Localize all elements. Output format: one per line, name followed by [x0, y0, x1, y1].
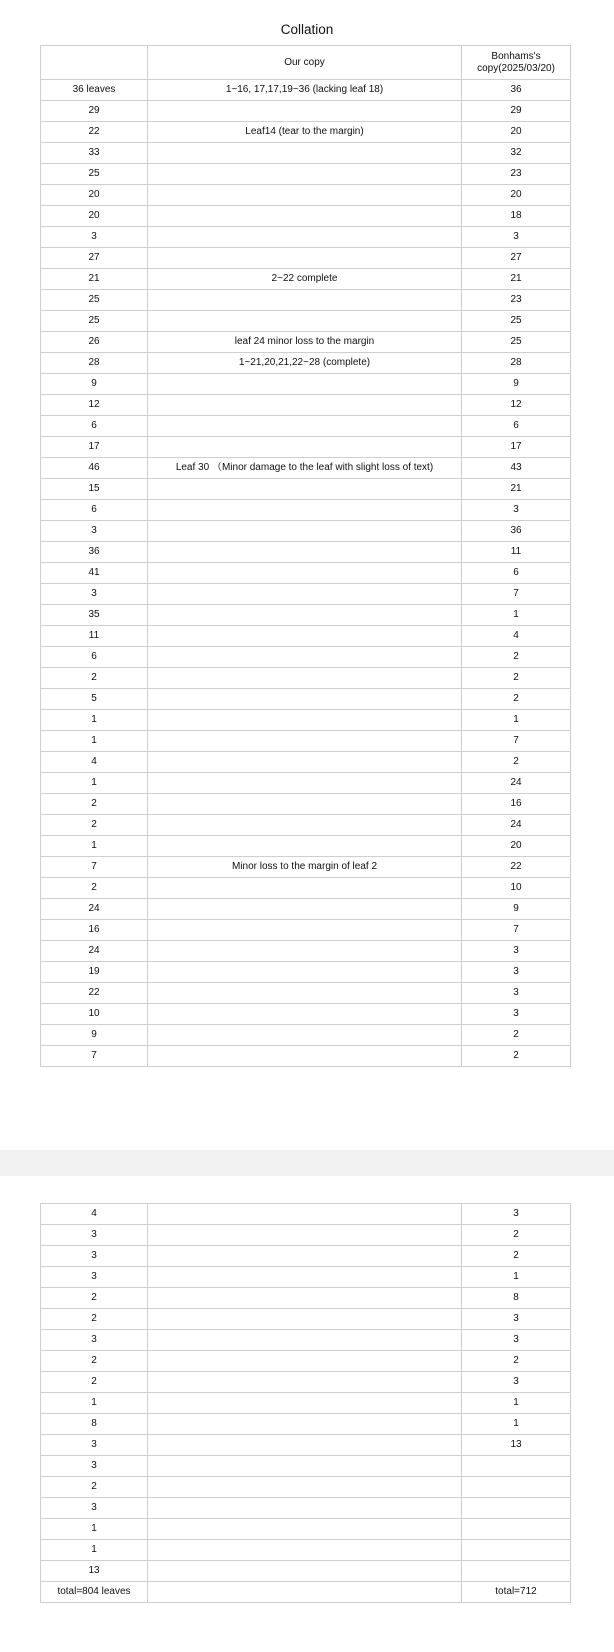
table-row	[41, 689, 571, 710]
header-cell-leaves	[41, 46, 148, 80]
cell-bonhams-count: 22	[462, 857, 571, 878]
cell-our-notes: Minor loss to the margin of leaf 2	[148, 857, 462, 878]
cell-our-notes	[148, 626, 462, 647]
cell-our-count: 2	[41, 1351, 148, 1372]
table-row	[41, 353, 571, 374]
table-row	[41, 857, 571, 878]
cell-our-count: 2	[41, 815, 148, 836]
table-row	[41, 605, 571, 626]
table-row	[41, 794, 571, 815]
cell-our-count: 9	[41, 374, 148, 395]
cell-bonhams-count: 25	[462, 311, 571, 332]
table-row	[41, 437, 571, 458]
cell-our-notes	[148, 815, 462, 836]
collation-table-continued	[40, 1203, 571, 1603]
table-row	[41, 80, 571, 101]
cell-our-count: 2	[41, 1372, 148, 1393]
cell-our-notes	[148, 521, 462, 542]
cell-bonhams-count: 3	[462, 500, 571, 521]
cell-bonhams-count: 3	[462, 941, 571, 962]
cell-our-notes	[148, 1393, 462, 1414]
table-row	[41, 290, 571, 311]
table-row	[41, 458, 571, 479]
cell-our-notes	[148, 668, 462, 689]
cell-bonhams-count: 3	[462, 962, 571, 983]
cell-our-notes	[148, 794, 462, 815]
cell-our-count: 16	[41, 920, 148, 941]
cell-our-count: 11	[41, 626, 148, 647]
cell-bonhams-count	[462, 1477, 571, 1498]
cell-our-notes	[148, 1435, 462, 1456]
cell-bonhams-count: 24	[462, 815, 571, 836]
cell-our-notes	[148, 1288, 462, 1309]
cell-bonhams-count: 13	[462, 1435, 571, 1456]
cell-our-count: 7	[41, 1046, 148, 1067]
cell-bonhams-count: 1	[462, 605, 571, 626]
cell-our-count: 2	[41, 1477, 148, 1498]
table-row	[41, 1582, 571, 1603]
table-row	[41, 542, 571, 563]
table-row	[41, 416, 571, 437]
table-row	[41, 1288, 571, 1309]
cell-our-notes	[148, 1246, 462, 1267]
cell-our-notes	[148, 752, 462, 773]
cell-our-notes	[148, 1267, 462, 1288]
table-row	[41, 1456, 571, 1477]
table-row	[41, 500, 571, 521]
cell-bonhams-count: 1	[462, 1393, 571, 1414]
cell-bonhams-count: 24	[462, 773, 571, 794]
cell-our-count: 1	[41, 836, 148, 857]
cell-our-notes	[148, 1046, 462, 1067]
cell-our-notes	[148, 248, 462, 269]
cell-bonhams-count: 2	[462, 1046, 571, 1067]
cell-our-notes	[148, 479, 462, 500]
cell-our-count: 3	[41, 584, 148, 605]
table-row	[41, 164, 571, 185]
cell-our-count: 20	[41, 185, 148, 206]
cell-our-count: 3	[41, 521, 148, 542]
cell-our-count: 1	[41, 1519, 148, 1540]
cell-our-notes	[148, 941, 462, 962]
table-row	[41, 521, 571, 542]
cell-our-notes	[148, 1372, 462, 1393]
cell-our-count: 19	[41, 962, 148, 983]
cell-bonhams-count: 8	[462, 1288, 571, 1309]
cell-our-notes	[148, 983, 462, 1004]
cell-bonhams-count: 7	[462, 920, 571, 941]
cell-bonhams-count: 2	[462, 1351, 571, 1372]
table-row	[41, 1225, 571, 1246]
cell-bonhams-count: 11	[462, 542, 571, 563]
cell-bonhams-count: 2	[462, 668, 571, 689]
table-row	[41, 899, 571, 920]
table-row	[41, 332, 571, 353]
cell-bonhams-count: 9	[462, 899, 571, 920]
cell-bonhams-count	[462, 1561, 571, 1582]
cell-bonhams-count: 3	[462, 1372, 571, 1393]
cell-our-notes	[148, 605, 462, 626]
cell-bonhams-count: 29	[462, 101, 571, 122]
cell-bonhams-count: 20	[462, 185, 571, 206]
cell-our-count: 2	[41, 668, 148, 689]
table-row	[41, 1393, 571, 1414]
cell-bonhams-count: 7	[462, 584, 571, 605]
cell-our-count: 17	[41, 437, 148, 458]
page-title: Collation	[280, 22, 334, 37]
cell-our-count: 3	[41, 1246, 148, 1267]
cell-our-notes	[148, 1456, 462, 1477]
cell-bonhams-count: 4	[462, 626, 571, 647]
cell-our-count: 29	[41, 101, 148, 122]
table-row	[41, 227, 571, 248]
cell-our-notes	[148, 395, 462, 416]
cell-our-notes	[148, 1414, 462, 1435]
cell-our-count: 33	[41, 143, 148, 164]
cell-bonhams-count: 2	[462, 1246, 571, 1267]
cell-bonhams-count	[462, 1498, 571, 1519]
table-row	[41, 983, 571, 1004]
cell-bonhams-count: 2	[462, 689, 571, 710]
cell-our-count: 6	[41, 416, 148, 437]
cell-our-count: 13	[41, 1561, 148, 1582]
cell-bonhams-count	[462, 1540, 571, 1561]
cell-our-notes	[148, 101, 462, 122]
table-row	[41, 836, 571, 857]
cell-our-notes	[148, 584, 462, 605]
cell-bonhams-count: 1	[462, 1414, 571, 1435]
cell-our-notes	[148, 143, 462, 164]
table-row	[41, 941, 571, 962]
cell-our-notes	[148, 1025, 462, 1046]
cell-bonhams-count: 32	[462, 143, 571, 164]
cell-our-count: 2	[41, 794, 148, 815]
cell-bonhams-count: 2	[462, 1025, 571, 1046]
cell-our-notes	[148, 899, 462, 920]
cell-our-notes	[148, 206, 462, 227]
cell-bonhams-count: 2	[462, 647, 571, 668]
cell-bonhams-count: 1	[462, 1267, 571, 1288]
table-row	[41, 752, 571, 773]
cell-our-notes: 1~21,20,21,22~28 (complete)	[148, 353, 462, 374]
cell-bonhams-count: 3	[462, 1330, 571, 1351]
cell-bonhams-count	[462, 1519, 571, 1540]
cell-our-notes	[148, 227, 462, 248]
cell-bonhams-count: 6	[462, 563, 571, 584]
cell-our-notes	[148, 1561, 462, 1582]
table-row	[41, 563, 571, 584]
table-row	[41, 731, 571, 752]
table-row	[41, 479, 571, 500]
cell-our-count: 5	[41, 689, 148, 710]
cell-bonhams-count: 18	[462, 206, 571, 227]
table-row	[41, 1435, 571, 1456]
cell-our-notes	[148, 290, 462, 311]
cell-our-notes	[148, 773, 462, 794]
cell-our-notes	[148, 437, 462, 458]
cell-our-count: 1	[41, 773, 148, 794]
table-row	[41, 1540, 571, 1561]
table-row	[41, 1330, 571, 1351]
cell-our-count: 1	[41, 710, 148, 731]
cell-our-count: 3	[41, 1225, 148, 1246]
cell-our-count: 36 leaves	[41, 80, 148, 101]
cell-bonhams-count: 17	[462, 437, 571, 458]
cell-our-notes	[148, 647, 462, 668]
table-row	[41, 101, 571, 122]
cell-our-count: 27	[41, 248, 148, 269]
table-row	[41, 1414, 571, 1435]
cell-bonhams-count: 27	[462, 248, 571, 269]
table-row	[41, 395, 571, 416]
cell-our-count: 8	[41, 1414, 148, 1435]
cell-our-notes: leaf 24 minor loss to the margin	[148, 332, 462, 353]
cell-our-count: 9	[41, 1025, 148, 1046]
cell-bonhams-count: 10	[462, 878, 571, 899]
cell-our-count: 4	[41, 1204, 148, 1225]
table-row	[41, 143, 571, 164]
table-row	[41, 374, 571, 395]
cell-bonhams-count: 16	[462, 794, 571, 815]
cell-bonhams-count: 1	[462, 710, 571, 731]
cell-bonhams-count: 2	[462, 752, 571, 773]
table-row	[41, 1498, 571, 1519]
cell-our-count: 2	[41, 878, 148, 899]
cell-our-notes	[148, 689, 462, 710]
table-row	[41, 878, 571, 899]
cell-our-count: 6	[41, 647, 148, 668]
cell-bonhams-count: 7	[462, 731, 571, 752]
table-row	[41, 1004, 571, 1025]
cell-our-count: 3	[41, 1435, 148, 1456]
table-row	[41, 626, 571, 647]
cell-our-count: 2	[41, 1288, 148, 1309]
cell-bonhams-count: 3	[462, 227, 571, 248]
cell-bonhams-count: 6	[462, 416, 571, 437]
cell-bonhams-count: 28	[462, 353, 571, 374]
cell-our-count: 3	[41, 1267, 148, 1288]
table-row	[41, 1519, 571, 1540]
cell-bonhams-count: total=712	[462, 1582, 571, 1603]
table-row	[41, 815, 571, 836]
cell-bonhams-count: 43	[462, 458, 571, 479]
cell-our-notes	[148, 542, 462, 563]
cell-bonhams-count: 3	[462, 983, 571, 1004]
table-row	[41, 1267, 571, 1288]
cell-our-count: 3	[41, 1456, 148, 1477]
cell-our-count: total=804 leaves	[41, 1582, 148, 1603]
cell-our-notes	[148, 1477, 462, 1498]
cell-bonhams-count: 3	[462, 1204, 571, 1225]
table-row	[41, 1204, 571, 1225]
cell-our-count: 25	[41, 311, 148, 332]
table-row	[41, 1246, 571, 1267]
table-row	[41, 269, 571, 290]
cell-our-count: 22	[41, 983, 148, 1004]
cell-bonhams-count: 12	[462, 395, 571, 416]
table-row	[41, 311, 571, 332]
cell-our-count: 1	[41, 1393, 148, 1414]
cell-our-count: 1	[41, 731, 148, 752]
cell-our-count: 12	[41, 395, 148, 416]
cell-our-notes: Leaf 30 （Minor damage to the leaf with slight loss of text)	[148, 458, 462, 479]
cell-our-notes	[148, 878, 462, 899]
cell-our-notes	[148, 1225, 462, 1246]
cell-our-count: 41	[41, 563, 148, 584]
cell-our-notes: Leaf14 (tear to the margin)	[148, 122, 462, 143]
cell-our-count: 4	[41, 752, 148, 773]
cell-our-count: 24	[41, 899, 148, 920]
cell-our-count: 35	[41, 605, 148, 626]
table-row	[41, 1046, 571, 1067]
cell-our-count: 36	[41, 542, 148, 563]
cell-our-notes	[148, 416, 462, 437]
cell-bonhams-count: 3	[462, 1309, 571, 1330]
cell-our-notes	[148, 920, 462, 941]
cell-our-count: 3	[41, 1330, 148, 1351]
table-row	[41, 206, 571, 227]
cell-our-notes: 1~16, 17,17,19~36 (lacking leaf 18)	[148, 80, 462, 101]
cell-our-count: 6	[41, 500, 148, 521]
cell-bonhams-count: 25	[462, 332, 571, 353]
cell-our-count: 15	[41, 479, 148, 500]
cell-our-count: 20	[41, 206, 148, 227]
cell-our-notes	[148, 1519, 462, 1540]
cell-our-notes	[148, 1540, 462, 1561]
cell-our-notes	[148, 164, 462, 185]
cell-bonhams-count: 9	[462, 374, 571, 395]
cell-our-notes	[148, 563, 462, 584]
table-row	[41, 248, 571, 269]
cell-our-count: 3	[41, 227, 148, 248]
cell-our-notes	[148, 311, 462, 332]
cell-bonhams-count: 21	[462, 269, 571, 290]
cell-our-count: 21	[41, 269, 148, 290]
cell-bonhams-count: 20	[462, 836, 571, 857]
header-row	[41, 46, 571, 80]
cell-our-notes	[148, 185, 462, 206]
table-row	[41, 773, 571, 794]
header-cell-bonhams-copy: Bonhams's copy(2025/03/20)	[462, 46, 571, 80]
table-row	[41, 962, 571, 983]
cell-our-notes	[148, 731, 462, 752]
section-divider	[0, 1150, 614, 1176]
table-row	[41, 1025, 571, 1046]
collation-table	[40, 45, 571, 1067]
cell-our-count: 46	[41, 458, 148, 479]
cell-bonhams-count: 23	[462, 164, 571, 185]
cell-our-notes	[148, 1004, 462, 1025]
cell-our-count: 25	[41, 290, 148, 311]
table-row	[41, 122, 571, 143]
cell-our-count: 25	[41, 164, 148, 185]
cell-our-notes	[148, 1582, 462, 1603]
cell-our-count: 1	[41, 1540, 148, 1561]
cell-bonhams-count: 3	[462, 1004, 571, 1025]
cell-bonhams-count: 36	[462, 521, 571, 542]
table-row	[41, 1372, 571, 1393]
table-row	[41, 920, 571, 941]
cell-our-notes	[148, 374, 462, 395]
cell-our-count: 28	[41, 353, 148, 374]
cell-our-count: 24	[41, 941, 148, 962]
table-row	[41, 1561, 571, 1582]
table-row	[41, 584, 571, 605]
cell-bonhams-count: 2	[462, 1225, 571, 1246]
table-row	[41, 1309, 571, 1330]
cell-our-notes	[148, 1351, 462, 1372]
table-row	[41, 1351, 571, 1372]
table-row	[41, 710, 571, 731]
cell-our-count: 26	[41, 332, 148, 353]
cell-our-notes: 2~22 complete	[148, 269, 462, 290]
cell-our-count: 22	[41, 122, 148, 143]
cell-our-notes	[148, 1309, 462, 1330]
cell-our-count: 2	[41, 1309, 148, 1330]
table-row	[41, 668, 571, 689]
cell-bonhams-count: 20	[462, 122, 571, 143]
table-row	[41, 647, 571, 668]
table-row	[41, 185, 571, 206]
table-row	[41, 1477, 571, 1498]
cell-our-notes	[148, 1204, 462, 1225]
cell-our-notes	[148, 500, 462, 521]
cell-our-notes	[148, 962, 462, 983]
cell-bonhams-count	[462, 1456, 571, 1477]
cell-our-notes	[148, 836, 462, 857]
cell-our-count: 3	[41, 1498, 148, 1519]
cell-our-notes	[148, 710, 462, 731]
cell-our-count: 10	[41, 1004, 148, 1025]
cell-our-count: 7	[41, 857, 148, 878]
cell-our-notes	[148, 1330, 462, 1351]
cell-our-notes	[148, 1498, 462, 1519]
cell-bonhams-count: 36	[462, 80, 571, 101]
header-cell-our-copy: Our copy	[148, 46, 462, 80]
cell-bonhams-count: 23	[462, 290, 571, 311]
cell-bonhams-count: 21	[462, 479, 571, 500]
